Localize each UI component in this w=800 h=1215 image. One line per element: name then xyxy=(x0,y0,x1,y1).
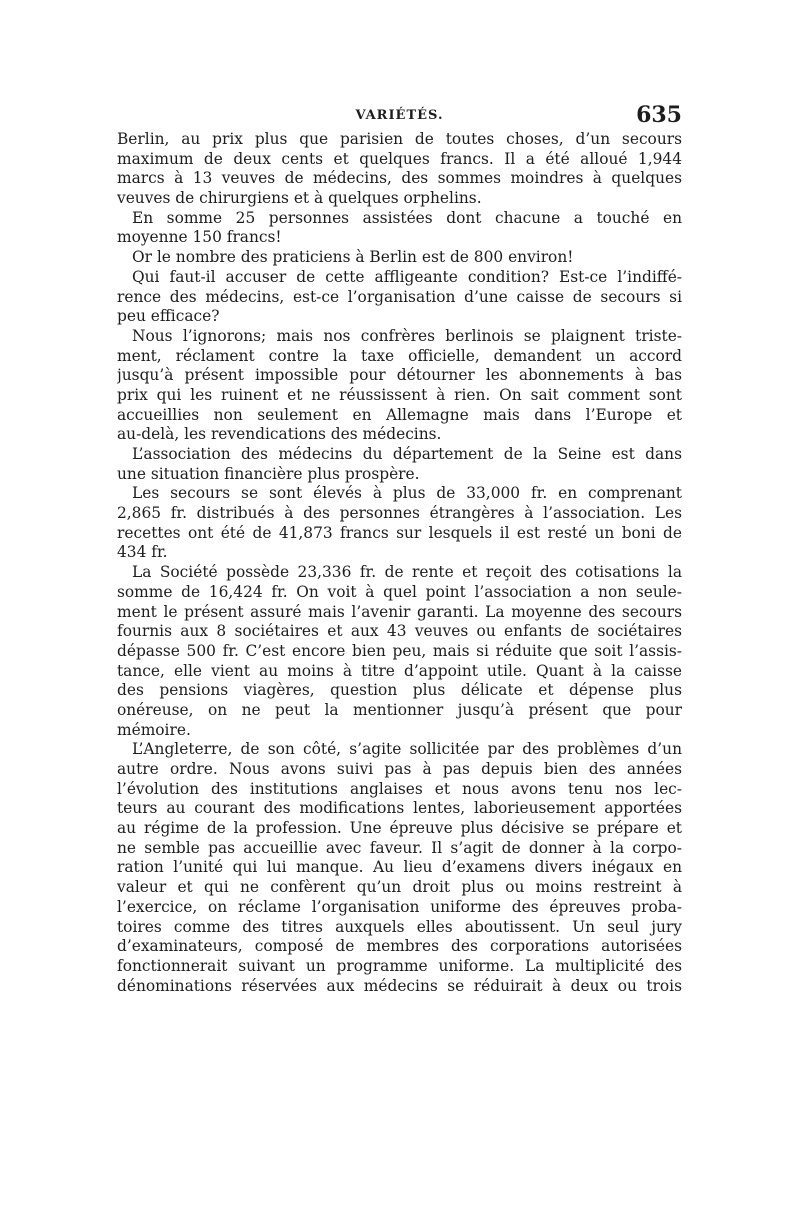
text-line: Nous l’ignorons; mais nos confrères berlinois se plaignent triste- xyxy=(132,326,682,345)
text-line: Berlin, au prix plus que parisien de toutes choses, d’un secours xyxy=(117,130,682,148)
text-line: fournis aux 8 sociétaires et aux 43 veuves ou enfants de sociétaires xyxy=(117,622,682,641)
text-line: ration l’unité qui lui manque. Au lieu d’examens divers inégaux en xyxy=(117,858,682,877)
text-line: des pensions viagères, question plus délicate et dépense plus xyxy=(117,681,682,700)
text-line: teurs au courant des modifications lentes, laborieusement apportées xyxy=(117,799,682,818)
text-line: au régime de la profession. Une épreuve plus décisive se prépare et xyxy=(117,819,682,838)
body-text xyxy=(117,130,682,996)
text-line: dénominations réservées aux médecins se réduirait à deux ou trois xyxy=(117,976,682,995)
text-line: mémoire. xyxy=(117,720,191,739)
text-line: tance, elle vient au moins à titre d’appoint utile. Quant à la caisse xyxy=(117,661,682,680)
text-line: autre ordre. Nous avons suivi pas à pas depuis bien des années xyxy=(117,760,682,778)
text-line: ment, réclament contre la taxe officielle, demandent un accord xyxy=(117,346,682,365)
text-line: au-delà, les revendications des médecins. xyxy=(117,425,442,444)
text-line: une situation financière plus prospère. xyxy=(117,464,420,483)
text-line: somme de 16,424 fr. On voit à quel point l’association a non seule- xyxy=(117,582,682,601)
text-line: l’exercice, on réclame l’organisation uniforme des épreuves proba- xyxy=(117,897,682,916)
text-line: Or le nombre des praticiens à Berlin est de 800 environ! xyxy=(132,248,574,267)
text-line: L’Angleterre, de son côté, s’agite sollicitée par des problèmes d’un xyxy=(132,740,682,759)
page-number: 635 xyxy=(636,102,682,128)
page-header xyxy=(117,100,682,130)
text-line: dépasse 500 fr. C’est encore bien peu, mais si réduite que soit l’assis- xyxy=(117,641,682,660)
text-line: En somme 25 personnes assistées dont chacune a touché en xyxy=(132,208,682,227)
text-line: onéreuse, on ne peut la mentionner jusqu’à présent que pour xyxy=(117,700,682,719)
text-line: L’association des médecins du département de la Seine est dans xyxy=(132,445,682,463)
text-line: toires comme des titres auxquels elles aboutissent. Un seul jury xyxy=(117,917,682,936)
running-title: VARIÉTÉS. xyxy=(355,108,444,123)
text-line: Qui faut-il accuser de cette affligeante condition? Est-ce l’indiffé- xyxy=(132,267,682,286)
text-line: 2,865 fr. distribués à des personnes étrangères à l’association. Les xyxy=(117,504,682,523)
text-line: ment le présent assuré mais l’avenir garanti. La moyenne des secours xyxy=(117,602,682,621)
text-line: La Société possède 23,336 fr. de rente et reçoit des cotisations la xyxy=(132,563,682,582)
text-line: jusqu’à présent impossible pour détourner les abonnements à bas xyxy=(117,366,682,385)
text-line: moyenne 150 francs! xyxy=(117,228,282,247)
text-line: prix qui les ruinent et ne réussissent à rien. On sait comment sont xyxy=(117,385,682,404)
text-line: valeur et qui ne confèrent qu’un droit plus ou moins restreint à xyxy=(117,878,682,897)
text-line: recettes ont été de 41,873 francs sur lesquels il est resté un boni de xyxy=(117,523,682,542)
text-line: accueillies non seulement en Allemagne mais dans l’Europe et xyxy=(117,405,682,424)
text-line: d’examinateurs, composé de membres des corporations autorisées xyxy=(117,937,682,956)
text-line: maximum de deux cents et quelques francs. Il a été alloué 1,944 xyxy=(117,149,682,168)
text-line: rence des médecins, est-ce l’organisation d’une caisse de secours si xyxy=(117,287,682,306)
text-line: fonctionnerait suivant un programme uniforme. La multiplicité des xyxy=(117,956,682,975)
text-line: Les secours se sont élevés à plus de 33,000 fr. en comprenant xyxy=(132,484,682,503)
text-line: l’évolution des institutions anglaises et nous avons tenu nos lec- xyxy=(117,779,682,798)
text-line: ne semble pas accueillie avec faveur. Il s’agit de donner à la corpo- xyxy=(117,838,682,857)
text-line: peu efficace? xyxy=(117,307,220,326)
text-line: 434 fr. xyxy=(117,543,168,562)
text-line: marcs à 13 veuves de médecins, des sommes moindres à quelques xyxy=(117,169,682,188)
text-line: veuves de chirurgiens et à quelques orphelins. xyxy=(117,189,482,208)
